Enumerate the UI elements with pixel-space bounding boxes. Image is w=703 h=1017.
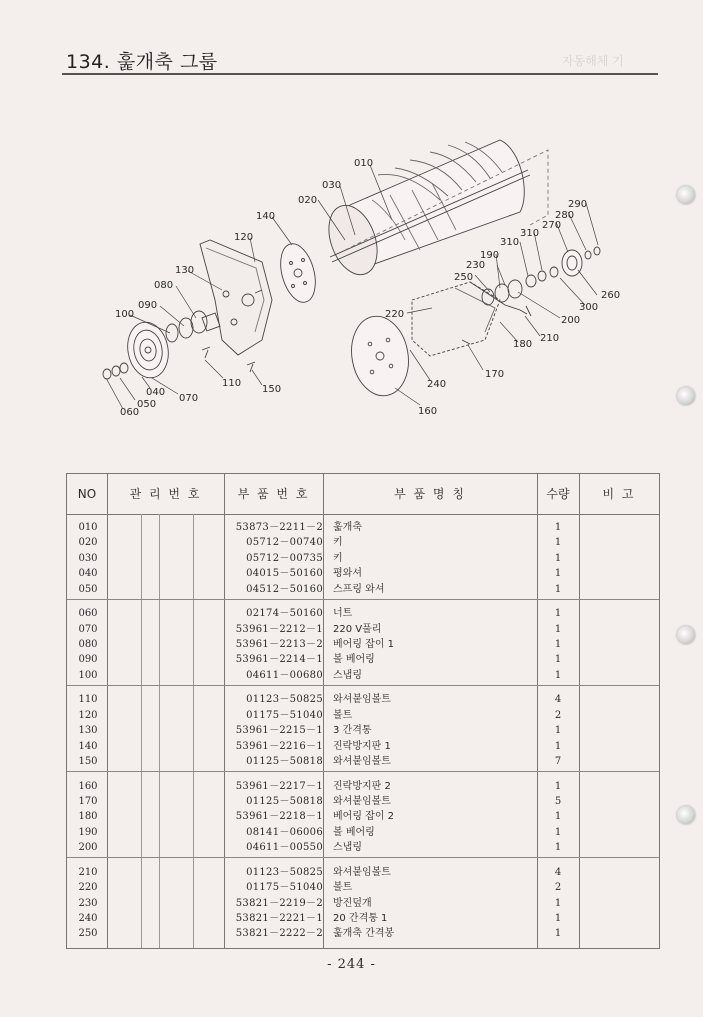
quantity: 1 bbox=[554, 669, 562, 681]
part-number: 53821－2221－1 bbox=[235, 913, 323, 924]
part-number: 53961－2212－1 bbox=[235, 623, 323, 635]
row-number: 060 bbox=[78, 608, 98, 620]
quantity: 1 bbox=[554, 639, 562, 650]
part-name: 베어링 잡이 2 bbox=[333, 811, 395, 823]
callout-label: 180 bbox=[513, 339, 533, 350]
part-number: 08141－06006 bbox=[246, 826, 323, 838]
part-number: 53961－2218－1 bbox=[235, 811, 323, 823]
column-divider bbox=[193, 514, 194, 948]
callout-label: 010 bbox=[354, 158, 374, 169]
part-number: 04611－00550 bbox=[246, 842, 323, 854]
part-name: 와셔붙임볼트 bbox=[333, 694, 391, 706]
quantity: 1 bbox=[554, 913, 562, 924]
part-name: 스냅링 bbox=[333, 842, 362, 854]
callout-label: 060 bbox=[120, 407, 140, 418]
part-number: 04512－50160 bbox=[246, 583, 323, 595]
header-no: NO bbox=[77, 487, 97, 501]
part-name: 평와셔 bbox=[333, 568, 362, 580]
callout-label: 030 bbox=[322, 180, 342, 191]
part-name: 너트 bbox=[333, 608, 353, 620]
column-divider bbox=[579, 474, 580, 948]
quantity: 7 bbox=[554, 756, 562, 767]
callout-label: 100 bbox=[115, 309, 135, 320]
part-name: 볼 베어링 bbox=[333, 826, 375, 838]
quantity: 1 bbox=[554, 654, 562, 666]
row-number: 080 bbox=[78, 639, 98, 650]
quantity: 1 bbox=[554, 552, 562, 564]
column-divider bbox=[141, 514, 142, 948]
exploded-parts-diagram bbox=[0, 0, 703, 470]
quantity: 1 bbox=[554, 522, 562, 533]
callout-label: 200 bbox=[561, 315, 581, 326]
part-name: 베어링 잡이 1 bbox=[333, 639, 395, 650]
page-number: - 244 - bbox=[327, 957, 376, 972]
part-name: 키 bbox=[333, 552, 343, 564]
part-name: 220 V풀리 bbox=[333, 623, 382, 635]
callout-label: 040 bbox=[146, 387, 166, 398]
part-name: 20 간격통 1 bbox=[333, 913, 388, 924]
quantity: 1 bbox=[554, 811, 562, 823]
quantity: 1 bbox=[554, 583, 562, 595]
quantity: 1 bbox=[554, 826, 562, 838]
column-divider bbox=[323, 474, 324, 948]
part-name: 볼트 bbox=[333, 882, 353, 894]
row-number: 190 bbox=[78, 826, 98, 838]
part-name: 스프링 와셔 bbox=[333, 583, 385, 595]
row-number: 180 bbox=[78, 811, 98, 823]
callout-label: 310 bbox=[520, 228, 540, 239]
row-number: 040 bbox=[78, 568, 98, 580]
callout-label: 280 bbox=[555, 210, 575, 221]
group-separator bbox=[67, 599, 659, 600]
callout-label: 020 bbox=[298, 195, 318, 206]
callout-label: 210 bbox=[540, 333, 560, 344]
part-number: 01123－50825 bbox=[246, 694, 323, 706]
part-number: 53961－2213－2 bbox=[235, 639, 323, 650]
callout-label: 170 bbox=[485, 369, 505, 380]
header-part-name: 부 품 명 칭 bbox=[394, 487, 466, 501]
row-number: 230 bbox=[78, 897, 98, 909]
group-separator bbox=[67, 857, 659, 858]
part-number: 05712－00735 bbox=[246, 552, 323, 564]
quantity: 1 bbox=[554, 780, 562, 792]
part-number: 05712－00740 bbox=[246, 537, 323, 549]
row-number: 240 bbox=[78, 913, 98, 924]
part-number: 53961－2217－1 bbox=[235, 780, 323, 792]
row-number: 220 bbox=[78, 882, 98, 894]
row-number: 150 bbox=[78, 756, 98, 767]
callout-label: 120 bbox=[234, 232, 254, 243]
group-separator bbox=[67, 771, 659, 772]
parts-table bbox=[66, 473, 660, 949]
part-number: 04015－50160 bbox=[246, 568, 323, 580]
callout-label: 260 bbox=[601, 290, 621, 301]
part-name: 와셔붙임볼트 bbox=[333, 866, 391, 878]
column-divider bbox=[224, 474, 225, 948]
row-number: 120 bbox=[78, 709, 98, 721]
part-name: 3 간격통 bbox=[333, 725, 372, 737]
binder-hole-icon bbox=[677, 806, 695, 824]
part-name: 스냅링 bbox=[333, 669, 362, 681]
quantity: 5 bbox=[554, 796, 562, 807]
callout-label: 050 bbox=[137, 399, 157, 410]
quantity: 2 bbox=[554, 882, 562, 894]
callout-label: 220 bbox=[385, 309, 405, 320]
header-remarks: 비 고 bbox=[602, 487, 636, 501]
header-part-number: 부 품 번 호 bbox=[237, 487, 310, 501]
row-number: 010 bbox=[78, 522, 98, 533]
part-name: 볼 베어링 bbox=[333, 654, 375, 666]
callout-label: 240 bbox=[427, 379, 447, 390]
callout-label: 150 bbox=[262, 384, 282, 395]
part-number: 02174－50160 bbox=[246, 608, 323, 620]
row-number: 130 bbox=[78, 725, 98, 737]
part-name: 훑개축 간격봉 bbox=[333, 928, 395, 940]
part-name: 키 bbox=[333, 537, 343, 549]
part-number: 53961－2215－1 bbox=[235, 725, 323, 737]
callout-label: 130 bbox=[175, 265, 195, 276]
row-number: 250 bbox=[78, 928, 98, 940]
row-number: 030 bbox=[78, 552, 98, 564]
row-number: 160 bbox=[78, 780, 98, 792]
part-number: 01125－50818 bbox=[246, 756, 323, 767]
callout-label: 250 bbox=[454, 272, 474, 283]
binder-hole-icon bbox=[677, 626, 695, 644]
part-number: 53961－2216－1 bbox=[235, 740, 323, 752]
callout-label: 230 bbox=[466, 260, 486, 271]
part-number: 01175－51040 bbox=[246, 882, 323, 894]
header-quantity: 수량 bbox=[546, 487, 570, 501]
part-number: 53873－2211－2 bbox=[235, 522, 323, 533]
part-name: 볼트 bbox=[333, 709, 353, 721]
table-header-row bbox=[67, 474, 659, 515]
row-number: 210 bbox=[78, 866, 98, 878]
quantity: 4 bbox=[554, 866, 562, 878]
quantity: 1 bbox=[554, 608, 562, 620]
column-divider bbox=[107, 474, 108, 948]
row-number: 100 bbox=[78, 669, 98, 681]
part-number: 53961－2214－1 bbox=[235, 654, 323, 666]
quantity: 1 bbox=[554, 842, 562, 854]
leader-lines bbox=[106, 165, 598, 409]
part-number: 01125－50818 bbox=[246, 796, 323, 807]
part-number: 01123－50825 bbox=[246, 866, 323, 878]
callout-label: 110 bbox=[222, 378, 242, 389]
part-name: 훑개축 bbox=[333, 522, 362, 533]
row-number: 170 bbox=[78, 796, 98, 807]
quantity: 2 bbox=[554, 709, 562, 721]
callout-label: 270 bbox=[542, 220, 562, 231]
row-number: 020 bbox=[78, 537, 98, 549]
part-name: 진락방지판 2 bbox=[333, 780, 391, 792]
quantity: 1 bbox=[554, 568, 562, 580]
quantity: 4 bbox=[554, 694, 562, 706]
row-number: 200 bbox=[78, 842, 98, 854]
row-number: 110 bbox=[78, 694, 98, 706]
callout-label: 160 bbox=[418, 406, 438, 417]
part-name: 진락방지판 1 bbox=[333, 740, 391, 752]
quantity: 1 bbox=[554, 623, 562, 635]
quantity: 1 bbox=[554, 537, 562, 549]
callout-label: 140 bbox=[256, 211, 276, 222]
callout-label: 190 bbox=[480, 250, 500, 261]
faint-header-mark: 자동해체 기 bbox=[562, 54, 624, 68]
part-number: 01175－51040 bbox=[246, 709, 323, 721]
row-number: 050 bbox=[78, 583, 98, 595]
part-number: 53821－2219－2 bbox=[235, 897, 323, 909]
part-name: 방진덮개 bbox=[333, 897, 372, 909]
callout-label: 310 bbox=[500, 237, 520, 248]
page-title: 134. 훑개축 그룹 bbox=[66, 51, 218, 73]
row-number: 090 bbox=[78, 654, 98, 666]
part-number: 53821－2222－2 bbox=[235, 928, 323, 940]
callout-label: 070 bbox=[179, 393, 199, 404]
quantity: 1 bbox=[554, 740, 562, 752]
group-separator bbox=[67, 685, 659, 686]
quantity: 1 bbox=[554, 725, 562, 737]
header-management-number: 관 리 번 호 bbox=[129, 487, 202, 501]
callout-label: 290 bbox=[568, 199, 588, 210]
callout-label: 300 bbox=[579, 302, 599, 313]
part-name: 와셔붙임볼트 bbox=[333, 796, 391, 807]
quantity: 1 bbox=[554, 928, 562, 940]
row-number: 140 bbox=[78, 740, 98, 752]
callout-label: 090 bbox=[138, 300, 158, 311]
quantity: 1 bbox=[554, 897, 562, 909]
row-number: 070 bbox=[78, 623, 98, 635]
part-number: 04611－00680 bbox=[246, 669, 323, 681]
column-divider bbox=[159, 514, 160, 948]
callout-label: 080 bbox=[154, 280, 174, 291]
part-name: 와셔붙임볼트 bbox=[333, 756, 391, 767]
